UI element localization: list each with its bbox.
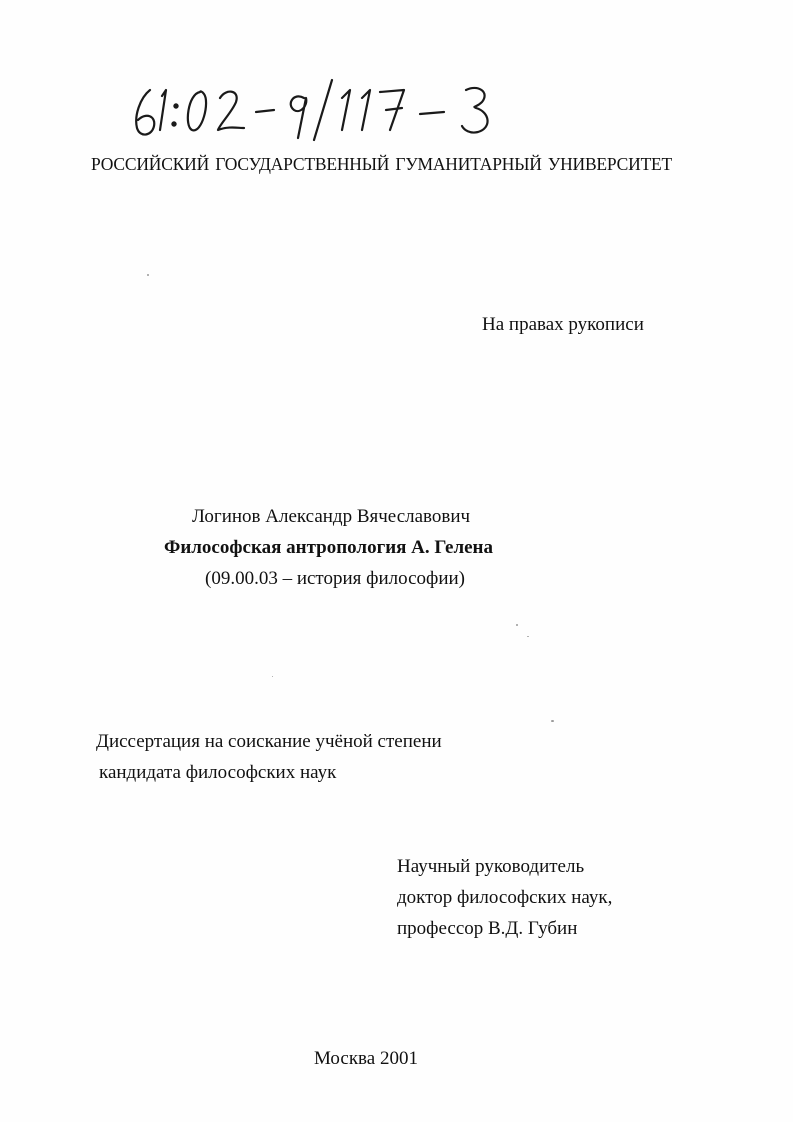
dissertation-degree-line-1: Диссертация на соискание учёной степени: [96, 731, 442, 752]
supervisor-label: Научный руководитель: [397, 856, 585, 877]
supervisor-degree: доктор философских наук,: [397, 887, 613, 908]
dissertation-degree-line-2: кандидата философских наук: [99, 762, 337, 783]
handwritten-archive-number: [128, 68, 528, 148]
scan-speck: [551, 720, 554, 722]
university-name: РОССИЙСКИЙ ГОСУДАРСТВЕННЫЙ ГУМАНИТАРНЫЙ УНИВЕРСИТЕТ: [91, 154, 673, 174]
scan-speck: [272, 676, 273, 677]
dissertation-title: Философская антропология А. Гелена: [164, 537, 494, 558]
city-year: Москва 2001: [314, 1048, 418, 1069]
scan-speck: [516, 624, 518, 626]
handwritten-archive-number-drawing: [128, 68, 528, 148]
supervisor-name: профессор В.Д. Губин: [397, 918, 578, 939]
scan-speck: [147, 274, 149, 276]
author-name: Логинов Александр Вячеславович: [192, 506, 471, 527]
specialty-code: (09.00.03 – история философии): [205, 568, 465, 589]
rights-note: На правах рукописи: [482, 314, 644, 335]
scan-speck: [527, 636, 529, 637]
